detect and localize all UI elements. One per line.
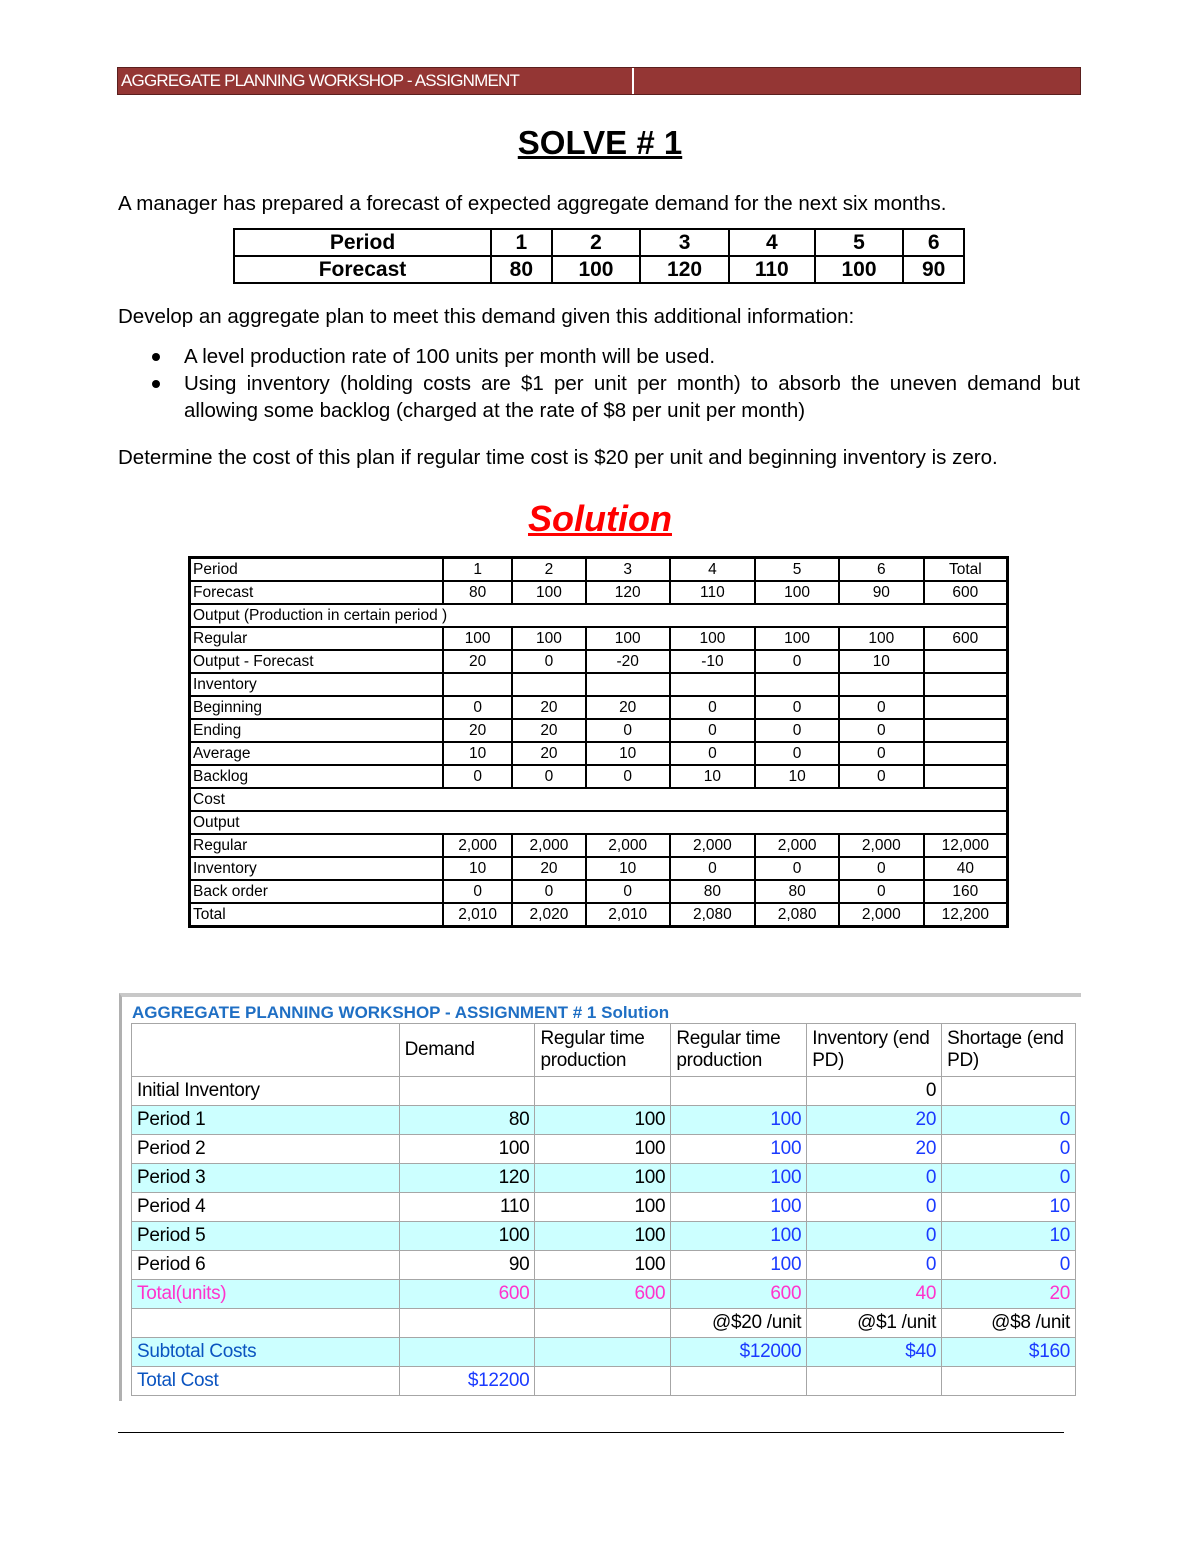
table-cell: 120 xyxy=(586,581,670,604)
table-cell: 2,000 xyxy=(755,834,839,857)
table-row xyxy=(190,719,1008,742)
table-cell: 5 xyxy=(815,229,904,256)
cell: 10 xyxy=(942,1222,1076,1251)
table-cell xyxy=(924,696,1008,719)
cell: 0 xyxy=(942,1164,1076,1193)
table-cell: 12,200 xyxy=(924,903,1008,927)
cell: $40 xyxy=(807,1338,942,1367)
header-cell: Regular time production xyxy=(671,1024,807,1077)
row-label: Inventory xyxy=(190,673,444,696)
cell: 100 xyxy=(535,1164,671,1193)
list-item xyxy=(118,343,1080,370)
row-label: Ending xyxy=(190,719,444,742)
table-cell: 0 xyxy=(755,696,839,719)
bullet-icon xyxy=(152,380,160,388)
cell: 80 xyxy=(399,1106,535,1135)
cell: @$1 /unit xyxy=(807,1309,942,1338)
period-row xyxy=(132,1193,1076,1222)
cell xyxy=(671,1077,807,1106)
cell: 600 xyxy=(535,1280,671,1309)
row-label: Beginning xyxy=(190,696,444,719)
table-cell: Total xyxy=(924,558,1008,582)
table-cell: 2,000 xyxy=(512,834,586,857)
cell: 0 xyxy=(807,1077,942,1106)
cell xyxy=(399,1077,535,1106)
cell xyxy=(942,1367,1076,1396)
cell: 100 xyxy=(535,1106,671,1135)
table-row xyxy=(190,857,1008,880)
table-cell: 100 xyxy=(755,581,839,604)
table-cell: 0 xyxy=(443,880,512,903)
table-cell: 0 xyxy=(443,696,512,719)
solution-title: Solution xyxy=(528,498,672,539)
table-cell: 0 xyxy=(443,765,512,788)
cell xyxy=(399,1338,535,1367)
cell xyxy=(671,1367,807,1396)
table-cell: 0 xyxy=(670,719,756,742)
table-cell: 110 xyxy=(729,256,815,283)
header-cell: Demand xyxy=(399,1024,535,1077)
table-cell: 90 xyxy=(839,581,924,604)
intro-text: A manager has prepared a forecast of expected aggregate demand for the next six months. xyxy=(118,192,947,215)
forecast-values-row xyxy=(234,256,964,283)
table-cell: 100 xyxy=(586,627,670,650)
table-cell: 2,010 xyxy=(586,903,670,927)
table-cell: 0 xyxy=(586,880,670,903)
table-cell xyxy=(670,673,756,696)
spreadsheet-header-row xyxy=(132,1024,1076,1077)
table-cell: 2,000 xyxy=(586,834,670,857)
table-row xyxy=(190,811,1008,834)
row-label: Forecast xyxy=(190,581,444,604)
row-label: Initial Inventory xyxy=(132,1077,400,1106)
table-cell: 0 xyxy=(839,742,924,765)
table-cell: 0 xyxy=(586,765,670,788)
cell: @$8 /unit xyxy=(942,1309,1076,1338)
table-cell: 10 xyxy=(839,650,924,673)
section-label: Output xyxy=(190,811,1008,834)
cell: $12000 xyxy=(671,1338,807,1367)
table-cell: 120 xyxy=(640,256,729,283)
row-label: Average xyxy=(190,742,444,765)
table-cell: Period xyxy=(234,229,491,256)
row-label: Total xyxy=(190,903,444,927)
cell: 20 xyxy=(942,1280,1076,1309)
table-cell: 2,010 xyxy=(443,903,512,927)
table-cell: 100 xyxy=(839,627,924,650)
table-cell: 600 xyxy=(924,627,1008,650)
table-cell: 20 xyxy=(443,650,512,673)
row-label: Period 6 xyxy=(132,1251,400,1280)
table-cell: 2,080 xyxy=(755,903,839,927)
table-cell: 0 xyxy=(839,857,924,880)
plan-table xyxy=(188,556,1009,928)
table-cell: 0 xyxy=(670,696,756,719)
footer-divider xyxy=(118,1432,1064,1433)
cell: 600 xyxy=(671,1280,807,1309)
table-cell: 12,000 xyxy=(924,834,1008,857)
table-cell: 90 xyxy=(903,256,964,283)
bullet-text: Using inventory (holding costs are $1 per unit per month) to absorb the uneven demand but allowing some backlog (charged at the rate of $8 per unit per month) xyxy=(184,372,1080,422)
period-row xyxy=(132,1164,1076,1193)
table-cell: 0 xyxy=(670,742,756,765)
table-cell: 1 xyxy=(443,558,512,582)
cell: 100 xyxy=(535,1193,671,1222)
header-title: AGGREGATE PLANNING WORKSHOP - ASSIGNMENT xyxy=(118,68,634,94)
header-bar xyxy=(117,67,1081,95)
table-cell: 0 xyxy=(839,765,924,788)
row-label: Total(units) xyxy=(132,1280,400,1309)
table-cell: 3 xyxy=(640,229,729,256)
table-cell: 10 xyxy=(755,765,839,788)
table-row xyxy=(190,558,1008,582)
header-cell: Shortage (end PD) xyxy=(942,1024,1076,1077)
cell: 0 xyxy=(942,1251,1076,1280)
table-cell xyxy=(839,673,924,696)
table-cell: 80 xyxy=(443,581,512,604)
cell: 100 xyxy=(671,1251,807,1280)
row-label: Backlog xyxy=(190,765,444,788)
cell xyxy=(399,1309,535,1338)
cell: 0 xyxy=(807,1193,942,1222)
period-row xyxy=(132,1222,1076,1251)
cell: 10 xyxy=(942,1193,1076,1222)
table-row xyxy=(190,581,1008,604)
cell: 20 xyxy=(807,1135,942,1164)
table-cell: 0 xyxy=(512,765,586,788)
table-cell xyxy=(924,765,1008,788)
cell: 40 xyxy=(807,1280,942,1309)
cell: 0 xyxy=(807,1222,942,1251)
table-cell: 0 xyxy=(839,696,924,719)
table-cell: 0 xyxy=(586,719,670,742)
row-label: Total Cost xyxy=(132,1367,400,1396)
table-cell: 20 xyxy=(512,857,586,880)
table-cell: 0 xyxy=(670,857,756,880)
table-cell: 0 xyxy=(755,650,839,673)
develop-text: Develop an aggregate plan to meet this demand given this additional information: xyxy=(118,305,855,328)
cell: 100 xyxy=(671,1135,807,1164)
table-cell: 100 xyxy=(512,581,586,604)
table-cell: 6 xyxy=(903,229,964,256)
table-cell xyxy=(924,650,1008,673)
table-cell: 80 xyxy=(491,256,552,283)
cell: 100 xyxy=(399,1222,535,1251)
header-cell: Regular time production xyxy=(535,1024,671,1077)
table-row xyxy=(190,696,1008,719)
table-cell: 2,020 xyxy=(512,903,586,927)
cell: 0 xyxy=(807,1251,942,1280)
table-cell: 40 xyxy=(924,857,1008,880)
period-row xyxy=(132,1251,1076,1280)
spreadsheet-panel xyxy=(119,993,1081,1401)
cell: 100 xyxy=(535,1222,671,1251)
table-cell xyxy=(586,673,670,696)
table-cell: 0 xyxy=(512,650,586,673)
cell: 90 xyxy=(399,1251,535,1280)
table-cell: 600 xyxy=(924,581,1008,604)
row-label: Period xyxy=(190,558,444,582)
table-cell: 0 xyxy=(839,880,924,903)
table-row xyxy=(190,880,1008,903)
total-cost-row xyxy=(132,1367,1076,1396)
table-cell: 2,000 xyxy=(839,903,924,927)
cell: 0 xyxy=(942,1106,1076,1135)
period-row xyxy=(132,1106,1076,1135)
table-cell: 20 xyxy=(443,719,512,742)
cell: $160 xyxy=(942,1338,1076,1367)
section-label: Output (Production in certain period ) xyxy=(190,604,1008,627)
table-cell: 0 xyxy=(755,742,839,765)
cell: 100 xyxy=(671,1193,807,1222)
row-label: Regular xyxy=(190,627,444,650)
cell: 110 xyxy=(399,1193,535,1222)
row-label: Output - Forecast xyxy=(190,650,444,673)
table-row xyxy=(190,604,1008,627)
spreadsheet-title: AGGREGATE PLANNING WORKSHOP - ASSIGNMENT # 1 Solution xyxy=(132,1003,670,1022)
table-cell: 4 xyxy=(729,229,815,256)
header-cell: Inventory (end PD) xyxy=(807,1024,942,1077)
table-cell: 100 xyxy=(815,256,904,283)
table-row xyxy=(190,742,1008,765)
cell: 100 xyxy=(671,1106,807,1135)
table-cell: Forecast xyxy=(234,256,491,283)
row-label: Back order xyxy=(190,880,444,903)
cell: 0 xyxy=(942,1135,1076,1164)
spreadsheet-table xyxy=(131,1023,1076,1396)
row-label: Regular xyxy=(190,834,444,857)
table-row xyxy=(190,765,1008,788)
cell: 0 xyxy=(807,1164,942,1193)
row-label: Period 5 xyxy=(132,1222,400,1251)
table-cell: 3 xyxy=(586,558,670,582)
cell: 100 xyxy=(535,1251,671,1280)
table-cell: 100 xyxy=(443,627,512,650)
cell: 100 xyxy=(535,1135,671,1164)
table-cell: 10 xyxy=(443,742,512,765)
table-cell: 2,000 xyxy=(670,834,756,857)
row-label: Inventory xyxy=(190,857,444,880)
table-cell: 0 xyxy=(755,857,839,880)
table-cell xyxy=(755,673,839,696)
bullet-icon xyxy=(152,353,160,361)
cell: @$20 /unit xyxy=(671,1309,807,1338)
table-cell: 160 xyxy=(924,880,1008,903)
row-label xyxy=(132,1309,400,1338)
table-cell: 10 xyxy=(586,857,670,880)
table-cell xyxy=(924,719,1008,742)
determine-text: Determine the cost of this plan if regular time cost is $20 per unit and beginning inventory is zero. xyxy=(118,446,998,469)
table-row xyxy=(190,673,1008,696)
table-cell: 0 xyxy=(512,880,586,903)
cell xyxy=(535,1309,671,1338)
table-row xyxy=(190,903,1008,927)
subtotal-row xyxy=(132,1338,1076,1367)
forecast-table xyxy=(233,228,965,284)
table-cell: 100 xyxy=(755,627,839,650)
table-cell: 2 xyxy=(512,558,586,582)
cell xyxy=(535,1367,671,1396)
cell xyxy=(535,1077,671,1106)
row-label: Period 4 xyxy=(132,1193,400,1222)
table-cell: 20 xyxy=(512,696,586,719)
header-cell xyxy=(132,1024,400,1077)
table-cell: 110 xyxy=(670,581,756,604)
cell xyxy=(942,1077,1076,1106)
table-cell: 10 xyxy=(670,765,756,788)
cell: 120 xyxy=(399,1164,535,1193)
rates-row xyxy=(132,1309,1076,1338)
table-cell: 20 xyxy=(512,742,586,765)
cell: 100 xyxy=(671,1222,807,1251)
table-cell xyxy=(443,673,512,696)
cell: $12200 xyxy=(399,1367,535,1396)
table-cell: 2,000 xyxy=(839,834,924,857)
cell: 100 xyxy=(399,1135,535,1164)
table-cell: 20 xyxy=(512,719,586,742)
table-cell: 100 xyxy=(670,627,756,650)
forecast-period-row xyxy=(234,229,964,256)
cell xyxy=(807,1367,942,1396)
cell: 20 xyxy=(807,1106,942,1135)
list-item xyxy=(118,370,1080,424)
period-row xyxy=(132,1135,1076,1164)
table-cell: 6 xyxy=(839,558,924,582)
table-cell: 100 xyxy=(512,627,586,650)
table-row xyxy=(190,788,1008,811)
row-label: Period 1 xyxy=(132,1106,400,1135)
table-cell: 4 xyxy=(670,558,756,582)
table-cell: 10 xyxy=(586,742,670,765)
table-cell: 0 xyxy=(839,719,924,742)
row-label: Period 2 xyxy=(132,1135,400,1164)
row-label: Subtotal Costs xyxy=(132,1338,400,1367)
section-label: Cost xyxy=(190,788,1008,811)
bullet-list xyxy=(118,343,1080,424)
table-cell: 2 xyxy=(552,229,641,256)
table-cell: 2,000 xyxy=(443,834,512,857)
table-row xyxy=(190,650,1008,673)
table-cell: 0 xyxy=(755,719,839,742)
row-label: Period 3 xyxy=(132,1164,400,1193)
table-cell: 10 xyxy=(443,857,512,880)
table-cell: 80 xyxy=(755,880,839,903)
cell xyxy=(535,1338,671,1367)
table-row xyxy=(190,627,1008,650)
table-cell: 1 xyxy=(491,229,552,256)
table-cell: 80 xyxy=(670,880,756,903)
cell: 600 xyxy=(399,1280,535,1309)
table-cell xyxy=(512,673,586,696)
cell: 100 xyxy=(671,1164,807,1193)
table-cell: -10 xyxy=(670,650,756,673)
table-cell: 5 xyxy=(755,558,839,582)
table-cell: 20 xyxy=(586,696,670,719)
table-cell: 100 xyxy=(552,256,641,283)
bullet-text: A level production rate of 100 units per month will be used. xyxy=(184,345,716,368)
total-units-row xyxy=(132,1280,1076,1309)
table-cell xyxy=(924,673,1008,696)
page-title: SOLVE # 1 xyxy=(517,124,683,161)
table-cell: -20 xyxy=(586,650,670,673)
table-row xyxy=(190,834,1008,857)
initial-inventory-row xyxy=(132,1077,1076,1106)
table-cell xyxy=(924,742,1008,765)
table-cell: 2,080 xyxy=(670,903,756,927)
